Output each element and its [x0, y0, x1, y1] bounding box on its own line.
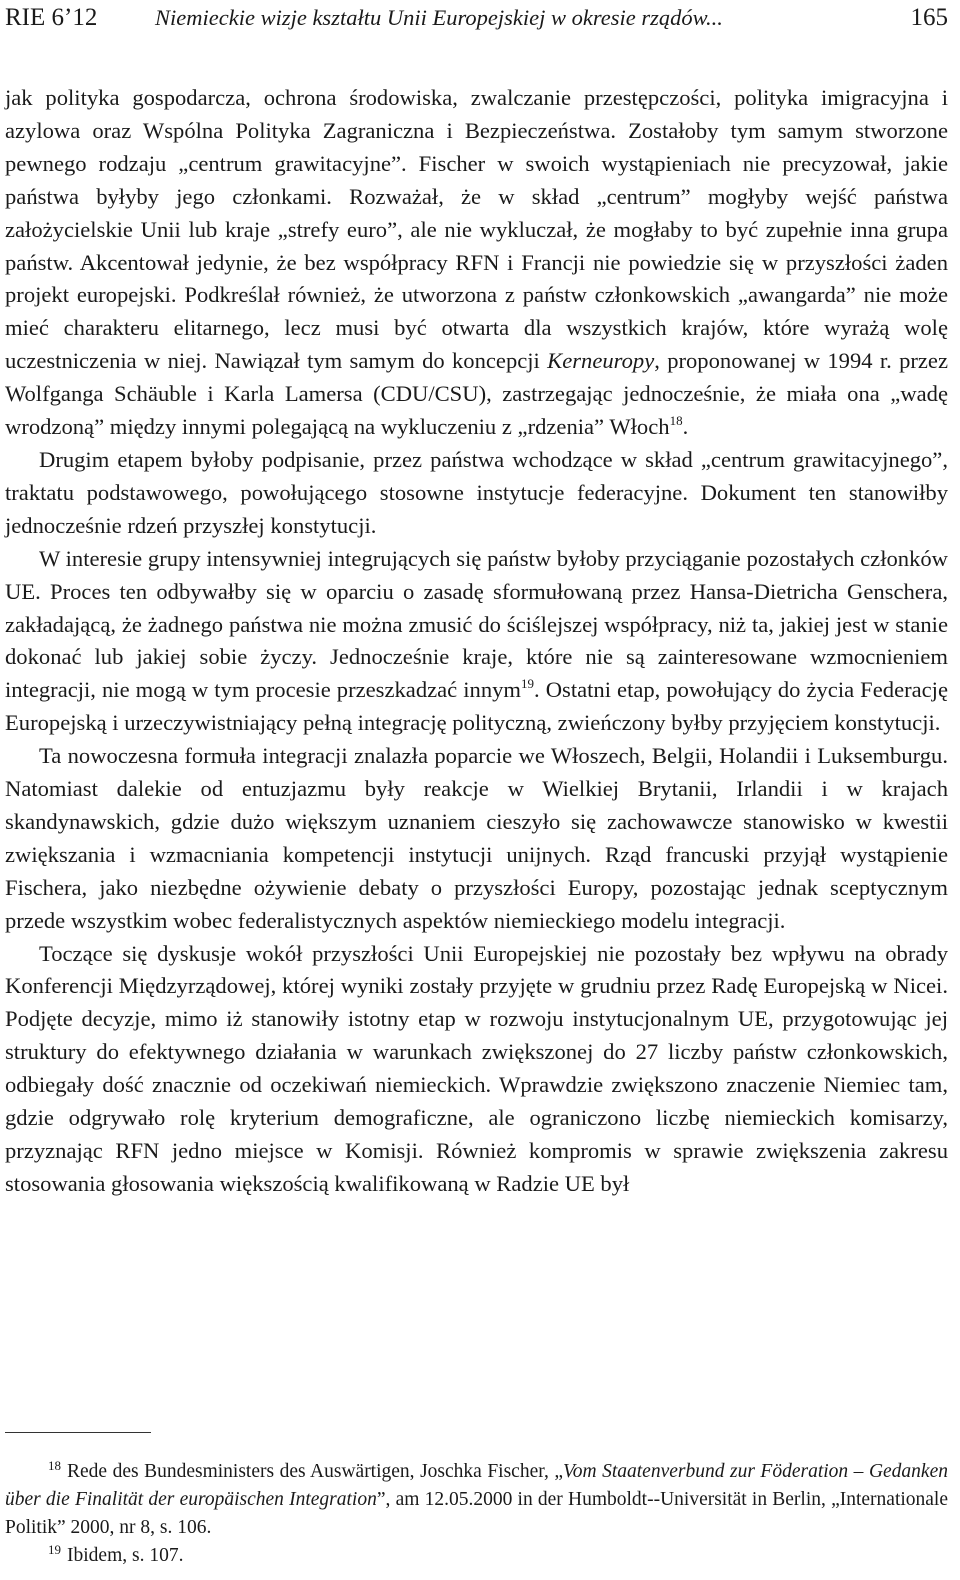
footnote-marker	[5, 1458, 67, 1486]
paragraph: Toczące się dyskusje wokół przyszłości Unii Europejskiej nie pozostały bez wpływu na obrady Konferencji Międzyrządowej, której wyniki zostały przyjęte w grudniu przez Radę Europejską w Nicei. Podjęte decyzje, mimo iż stanowiły istotny etap w rozwoju instytucjonalnym UE, przygotowując jej struktury do efektywnego działania w warunkach zwiększonej do 27 liczby państw członkowskich, odbiegały dość znacznie od oczekiwań niemieckich. Wprawdzie zwiększono znaczenie Niemiec tam, gdzie odgrywało rolę kryterium demograficzne, ale ograniczono liczbę niemieckich komisarzy, przyznając RFN jedno miejsce w Komisji. Również kompromis w sprawie zwiększenia zakresu stosowania głosowania większością kwalifikowaną w Radzie UE był	[5, 940, 948, 1196]
paragraph-text: .	[682, 414, 689, 440]
footnote-italic-title: Vom Staatenverbund zur Föderation – Gedanken über die Finalität der europäischen Integration	[5, 1461, 948, 1510]
italic-term: Kerneuropy	[547, 348, 655, 374]
footnote-19	[5, 1542, 948, 1570]
footnote-text: Ibidem, s. 107.	[67, 1545, 184, 1566]
running-title: Niemieckie wizje kształtu Unii Europejskiej w okresie rządów...	[155, 5, 723, 30]
footnote-ref-18[interactable]: 18	[669, 413, 683, 429]
footnote-18	[5, 1458, 948, 1542]
paragraph	[5, 543, 948, 740]
footnote-number: 18	[48, 1458, 61, 1473]
footnote-text: Rede des Bundesministers des Auswärtigen, Joschka Fischer, „	[67, 1461, 563, 1482]
journal-issue: RIE 6’12	[5, 4, 98, 31]
paragraph-continued	[5, 82, 948, 444]
running-header	[5, 0, 948, 36]
paragraph-text: W interesie grupy intensywniej integrujących się państw byłoby przyciąganie pozostałych członków UE. Proces ten odbywałby się w oparciu o zasadę sformułowaną przez Hansa-Dietricha Genschera, zakładającą, że żadnego państwa nie można zmusić do ściślejszej współpracy, niż ta, jakiej jest w stanie dokonać lub jakiej sobie życzy. Jednocześnie kraje, które nie są zainteresowane wzmocnieniem integracji, nie mogą w tym procesie przeszkadzać innym	[5, 545, 948, 703]
paragraph: Ta nowoczesna formuła integracji znalazła poparcie we Włoszech, Belgii, Holandii i Luksemburgu. Natomiast dalekie od entuzjazmu były reakcje w Wielkiej Brytanii, Irlandii i w krajach skandynawskich, gdzie dużo większym uznaniem cieszyło się zachowawcze stanowisko w kwestii zwiększania i wzmacniania kompetencji instytucji unijnych. Rząd francuski przyjął wystąpienie Fischera, jako niezbędne ożywienie debaty o przyszłości Europy, pozostając jednak sceptycznym przede wszystkim wobec federalistycznych aspektów niemieckiego modelu integracji.	[5, 743, 948, 933]
footnote-number: 19	[48, 1542, 61, 1557]
footnote-divider	[5, 1432, 151, 1433]
footnotes	[5, 1458, 948, 1570]
page-number: 165	[910, 4, 948, 31]
paragraph-text: , proponowanej w 1994 r. przez Wolfganga Schäuble i Karla Lamersa (CDU/CSU), zastrzegając jednocześnie, że miała ona „wadę wrodzoną” między innymi polegającą na wykluczeniu z „rdzenia” Włoch	[5, 348, 948, 440]
body-text	[5, 82, 948, 1201]
paragraph-text: . Ostatni etap, powołujący do życia Federację Europejską i urzeczywistniający pełną integrację polityczną, zwieńczony byłby przyjęciem konstytucji.	[5, 677, 948, 736]
paragraph-text: jak polityka gospodarcza, ochrona środowiska, zwalczanie przestępczości, polityka imigracyjna i azylowa oraz Wspólna Polityka Zagraniczna i Bezpieczeństwa. Zostałoby tym samym stworzone pewnego rodzaju „centrum grawitacyjne”. Fischer w swoich wystąpieniach nie precyzował, jakie państwa byłyby jego członkami. Rozważał, że w skład „centrum” mogłyby wejść państwa założycielskie Unii lub kraje „strefy euro”, ale nie wykluczał, że mogłaby to być zupełnie inna grupa państw. Akcentował jedynie, że bez współpracy RFN i Francji nie powiedzie się w przyszłości żaden projekt europejski. Podkreślał również, że utworzona z państw członkowskich „awangarda” nie może mieć charakteru elitarnego, lecz musi być otwarta dla wszystkich krajów, które wyrażą wolę uczestniczenia w niej. Nawiązał tym samym do koncepcji	[5, 85, 948, 374]
paragraph: Drugim etapem byłoby podpisanie, przez państwa wchodzące w skład „centrum grawitacyjnego”, traktatu podstawowego, powołującego stosowne instytucje federacyjne. Dokument ten stanowiłby jednocześnie rdzeń przyszłej konstytucji.	[5, 446, 948, 538]
footnote-ref-19[interactable]: 19	[521, 676, 535, 692]
footnote-marker	[5, 1542, 67, 1570]
footnote-text: ”, am 12.05.2000 in der Humboldt--Universität in Berlin, „Internationale Politik” 2000, nr 8, s. 106.	[5, 1489, 949, 1538]
